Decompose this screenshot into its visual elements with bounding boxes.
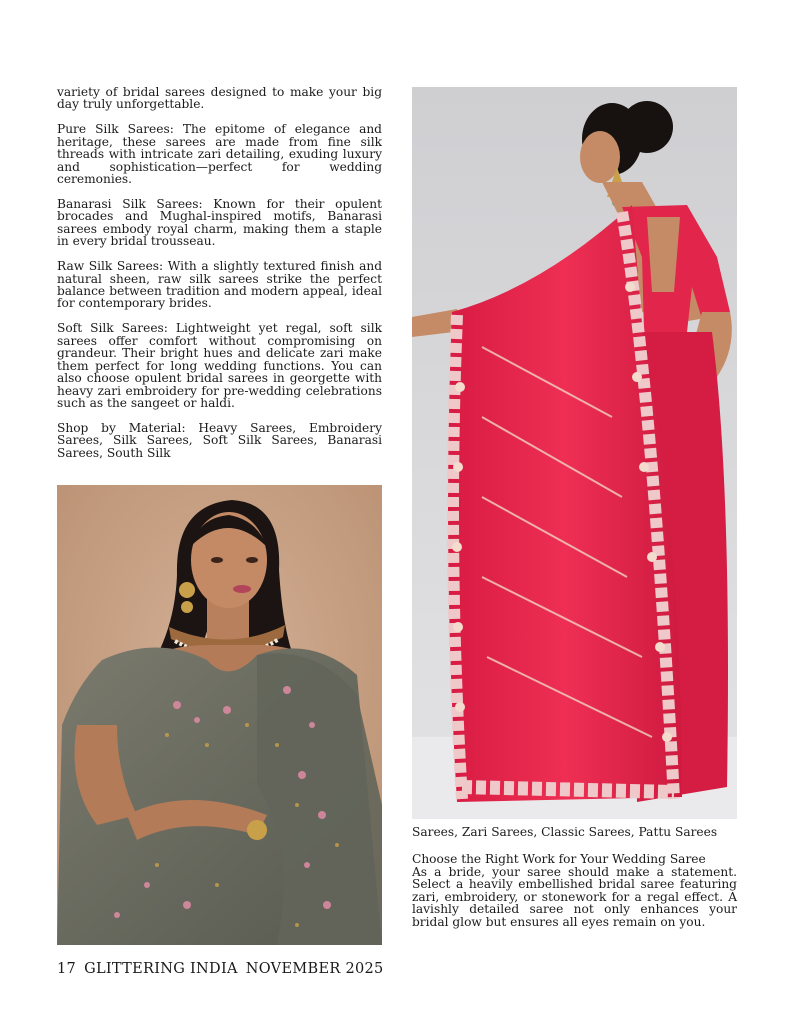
section-body: As a bride, your saree should make a statement. Select a heavily embellished bridal saree featuring zari, embroidery, or stonework for a regal effect. A lavishly detailed saree not only enhances your bridal glow but ensures all eyes remain on you. <box>412 864 737 929</box>
right-text-column <box>412 825 737 929</box>
paragraph-intro: variety of bridal sarees designed to make your big day truly unforgettable. <box>57 85 382 112</box>
paragraph-raw-silk: Raw Silk Sarees: With a slightly textured finish and natural sheen, raw silk sarees strike the perfect balance between tradition and modern appeal, ideal for contemporary brides. <box>57 259 382 311</box>
magazine-name: GLITTERING INDIA <box>84 961 238 977</box>
paragraph-soft-silk: Soft Silk Sarees: Lightweight yet regal, soft silk sarees offer comfort without compromising on grandeur. Their bright hues and delicate zari make them perfect for long wedding functions. You can also choose opulent bridal sarees in georgette with heavy zari embroidery for pre-wedding celebrations such as the sangeet or haldi. <box>57 321 382 410</box>
page-footer <box>57 961 392 977</box>
left-text-column <box>57 86 382 459</box>
pink-saree-photo <box>412 87 737 819</box>
issue-date: NOVEMBER 2025 <box>245 961 384 977</box>
section-heading: Choose the Right Work for Your Wedding Saree <box>412 852 706 866</box>
page-number: 17 <box>57 961 77 977</box>
grey-saree-photo <box>57 485 382 945</box>
paragraph-shop-by-material: Shop by Material: Heavy Sarees, Embroidery Sarees, Silk Sarees, Soft Silk Sarees, Banarasi Sarees, South Silk <box>57 420 382 460</box>
paragraph-pure-silk: Pure Silk Sarees: The epitome of elegance and heritage, these sarees are made from fine silk threads with intricate zari detailing, exuding luxury and sophistication—perfect for wedding ceremonies. <box>57 122 382 187</box>
shop-by-material-continued: Sarees, Zari Sarees, Classic Sarees, Pattu Sarees <box>412 825 718 839</box>
paragraph-banarasi-silk: Banarasi Silk Sarees: Known for their opulent brocades and Mughal-inspired motifs, Banarasi sarees embody royal charm, making them a staple in every bridal trousseau. <box>57 197 382 249</box>
